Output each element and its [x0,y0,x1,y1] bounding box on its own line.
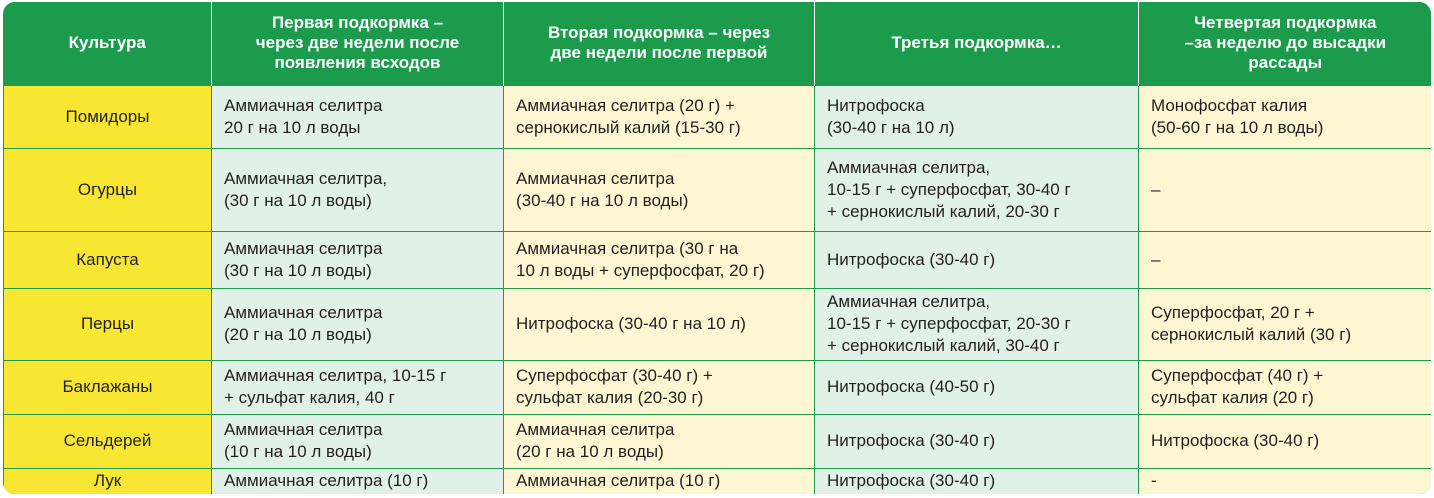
third-feeding-cell: Нитрофоска (30-40 г) [815,231,1139,288]
second-feeding-cell: Нитрофоска (30-40 г на 10 л) [504,288,815,360]
table-row [4,468,1432,494]
first-feeding-cell: Аммиачная селитра (20 г на 10 л воды) [212,288,504,360]
second-feeding-cell: Суперфосфат (30-40 г) + сульфат калия (20-30 г) [504,360,815,414]
first-feeding-cell: Аммиачная селитра, (30 г на 10 л воды) [212,148,504,231]
third-feeding-cell: Нитрофоска (30-40 г) [815,468,1139,494]
fourth-feeding-cell: Монофосфат калия (50-60 г на 10 л воды) [1139,85,1432,148]
fourth-feeding-cell: Суперфосфат (40 г) + сульфат калия (20 г) [1139,360,1432,414]
crop-cell: Баклажаны [4,360,212,414]
header-fourth-feeding: Четвертая подкормка –за неделю до высадки рассады [1139,2,1432,85]
fertilizer-table-container [3,2,1431,494]
third-feeding-cell: Аммиачная селитра, 10-15 г + суперфосфат, 30-40 г + сернокислый калий, 20-30 г [815,148,1139,231]
crop-cell: Помидоры [4,85,212,148]
fourth-feeding-cell: Нитрофоска (30-40 г) [1139,414,1432,468]
fourth-feeding-cell: – [1139,231,1432,288]
table-row [4,288,1432,360]
crop-cell: Перцы [4,288,212,360]
table-row [4,231,1432,288]
crop-cell: Капуста [4,231,212,288]
table-row [4,85,1432,148]
header-first-feeding: Первая подкормка – через две недели после появления всходов [212,2,504,85]
fourth-feeding-cell: Суперфосфат, 20 г + сернокислый калий (30 г) [1139,288,1432,360]
second-feeding-cell: Аммиачная селитра (30-40 г на 10 л воды) [504,148,815,231]
third-feeding-cell: Аммиачная селитра, 10-15 г + суперфосфат, 20-30 г + сернокислый калий, 30-40 г [815,288,1139,360]
first-feeding-cell: Аммиачная селитра (30 г на 10 л воды) [212,231,504,288]
crop-cell: Лук [4,468,212,494]
second-feeding-cell: Аммиачная селитра (30 г на 10 л воды + суперфосфат, 20 г) [504,231,815,288]
third-feeding-cell: Нитрофоска (40-50 г) [815,360,1139,414]
table-row [4,360,1432,414]
first-feeding-cell: Аммиачная селитра 20 г на 10 л воды [212,85,504,148]
fourth-feeding-cell: - [1139,468,1432,494]
crop-cell: Сельдерей [4,414,212,468]
crop-cell: Огурцы [4,148,212,231]
header-crop: Культура [4,2,212,85]
second-feeding-cell: Аммиачная селитра (20 г на 10 л воды) [504,414,815,468]
table-row [4,148,1432,231]
first-feeding-cell: Аммиачная селитра (10 г на 10 л воды) [212,414,504,468]
fertilizer-table [3,2,1431,494]
header-row [4,2,1432,85]
fourth-feeding-cell: – [1139,148,1432,231]
second-feeding-cell: Аммиачная селитра (20 г) + сернокислый калий (15-30 г) [504,85,815,148]
table-row [4,414,1432,468]
first-feeding-cell: Аммиачная селитра (10 г) [212,468,504,494]
third-feeding-cell: Нитрофоска (30-40 г на 10 л) [815,85,1139,148]
second-feeding-cell: Аммиачная селитра (10 г) [504,468,815,494]
first-feeding-cell: Аммиачная селитра, 10-15 г + сульфат калия, 40 г [212,360,504,414]
header-second-feeding: Вторая подкормка – через две недели после первой [504,2,815,85]
third-feeding-cell: Нитрофоска (30-40 г) [815,414,1139,468]
header-third-feeding: Третья подкормка… [815,2,1139,85]
